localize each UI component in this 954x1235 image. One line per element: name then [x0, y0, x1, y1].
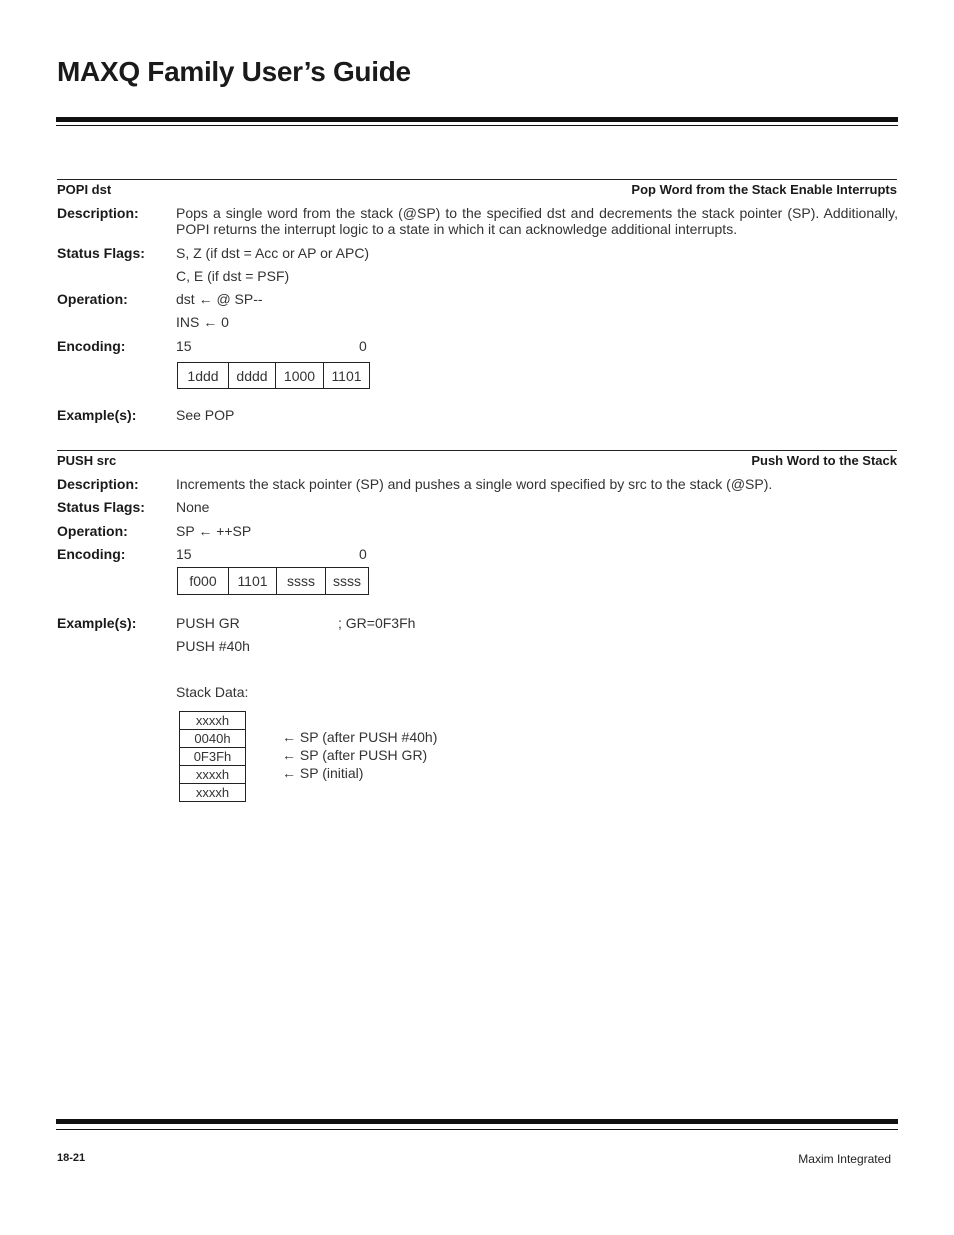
- popi-encoding-field: 1ddd: [178, 363, 229, 388]
- push-instruction-name: PUSH src: [57, 453, 117, 468]
- popi-example: See POP: [176, 407, 235, 423]
- sp-note-after-push-40h: ← SP (after PUSH #40h): [282, 729, 438, 745]
- sp-note-initial: ← SP (initial): [282, 765, 364, 781]
- stack-cell: 0F3Fh: [180, 748, 245, 766]
- popi-encoding-label: Encoding:: [57, 338, 126, 354]
- popi-encoding-field: 1101: [331, 367, 362, 384]
- push-encoding-field: 1101: [229, 568, 277, 594]
- page-number: 18-21: [57, 1152, 86, 1164]
- popi-description-label: Description:: [57, 205, 139, 221]
- popi-description-line-1: Pops a single word from the stack (@SP) to the specified dst and decrements the stack pointer (SP). Additionally,: [176, 205, 898, 221]
- push-examples-label: Example(s):: [57, 615, 137, 631]
- popi-instruction-heading: Pop Word from the Stack Enable Interrupts: [631, 182, 897, 197]
- push-encoding-field: ssss: [277, 568, 326, 594]
- popi-operation-2: INS ← 0: [176, 314, 229, 330]
- push-encoding-label: Encoding:: [57, 546, 126, 562]
- push-encoding-field: f000: [178, 568, 229, 594]
- popi-encoding-box: [177, 362, 370, 389]
- popi-operation-1: dst ← @ SP--: [176, 291, 263, 307]
- push-encoding-box: [177, 567, 369, 595]
- stack-diagram: [179, 711, 246, 802]
- push-status-flags: None: [176, 499, 210, 515]
- popi-instruction-name: POPI dst: [57, 182, 112, 197]
- popi-operation-label: Operation:: [57, 291, 128, 307]
- push-example-code-1: PUSH GR: [176, 615, 240, 631]
- push-instruction-heading: Push Word to the Stack: [751, 453, 897, 468]
- push-encoding-field: ssss: [333, 573, 361, 589]
- stack-cell: xxxxh: [180, 712, 245, 730]
- push-example-code-2: PUSH #40h: [176, 638, 250, 654]
- stack-cell: 0040h: [180, 730, 245, 748]
- header-rule-thick: [56, 117, 898, 122]
- footer-rule-thin: [56, 1129, 898, 1130]
- push-section-rule: [57, 450, 897, 451]
- push-description: Increments the stack pointer (SP) and pushes a single word specified by src to the stack (@SP).: [176, 476, 773, 492]
- push-operation: SP ← ++SP: [176, 523, 252, 539]
- footer-rule-thick: [56, 1119, 898, 1124]
- popi-examples-label: Example(s):: [57, 407, 137, 423]
- company-name: Maxim Integrated: [798, 1152, 891, 1166]
- popi-encoding-bit-low: 0: [359, 338, 367, 354]
- popi-encoding-field: dddd: [229, 363, 276, 388]
- push-encoding-bit-low: 0: [359, 546, 367, 562]
- header-rule-thin: [56, 125, 898, 126]
- sp-note-after-push-gr: ← SP (after PUSH GR): [282, 747, 428, 763]
- popi-encoding-field: 1000: [276, 363, 324, 388]
- stack-cell: xxxxh: [195, 785, 230, 800]
- push-operation-label: Operation:: [57, 523, 128, 539]
- popi-encoding-bit-high: 15: [176, 338, 192, 354]
- popi-description: [176, 205, 898, 237]
- popi-description-line-2: POPI returns the interrupt logic to a state in which it can acknowledge additional interrupts.: [176, 221, 738, 237]
- push-status-flags-label: Status Flags:: [57, 499, 145, 515]
- stack-data-label: Stack Data:: [176, 684, 249, 700]
- stack-cell: xxxxh: [180, 766, 245, 784]
- popi-status-flags-label: Status Flags:: [57, 245, 145, 261]
- push-example-comment-1: ; GR=0F3Fh: [338, 615, 416, 631]
- page-title: MAXQ Family User’s Guide: [57, 56, 411, 87]
- popi-status-flags-2: C, E (if dst = PSF): [176, 268, 290, 284]
- popi-section-rule: [57, 179, 897, 180]
- popi-status-flags-1: S, Z (if dst = Acc or AP or APC): [176, 245, 370, 261]
- push-description-label: Description:: [57, 476, 139, 492]
- push-encoding-bit-high: 15: [176, 546, 192, 562]
